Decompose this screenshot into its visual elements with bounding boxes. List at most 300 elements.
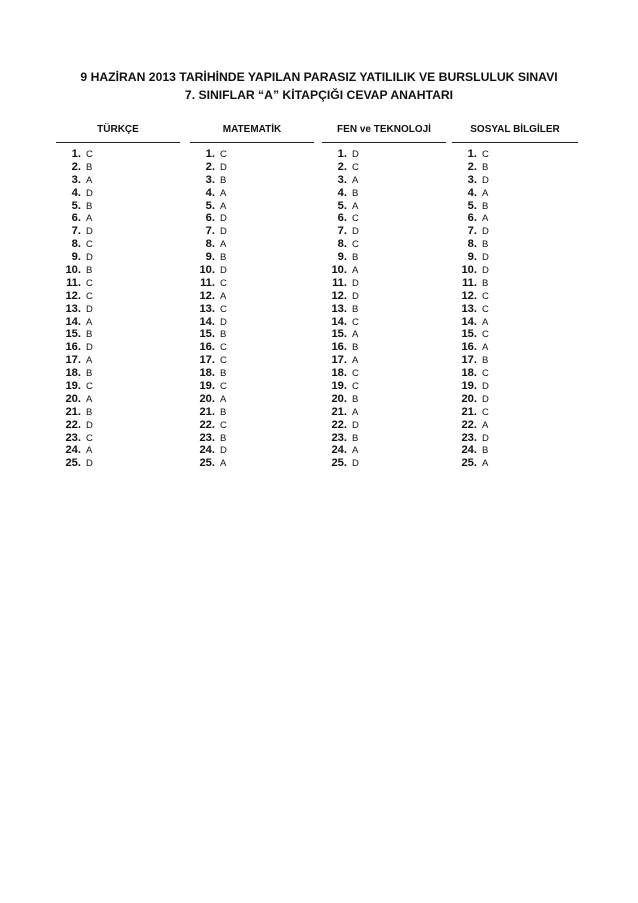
answer-letter: A — [482, 187, 489, 199]
answer-row — [452, 147, 578, 160]
answer-letter: A — [220, 393, 227, 405]
answer-row — [452, 366, 578, 379]
answer-letter: D — [220, 161, 227, 173]
answer-row — [190, 263, 314, 276]
answer-list — [190, 147, 314, 469]
answer-letter: A — [86, 213, 93, 225]
question-number: 5. — [467, 199, 477, 212]
answer-row — [56, 199, 180, 212]
answer-letter: A — [86, 355, 93, 367]
answer-letter: C — [352, 316, 359, 328]
answer-letter: D — [482, 174, 489, 186]
answer-letter: C — [220, 419, 227, 431]
answer-row — [452, 211, 578, 224]
question-number: 3. — [71, 173, 81, 186]
answer-row — [452, 431, 578, 444]
question-number: 21. — [331, 405, 347, 418]
question-number: 16. — [199, 341, 215, 354]
answer-row — [452, 456, 578, 469]
answer-letter: A — [352, 329, 359, 341]
question-number: 4. — [467, 186, 477, 199]
answer-row — [452, 224, 578, 237]
answer-letter: C — [352, 381, 359, 393]
answer-row — [190, 379, 314, 392]
answer-row — [56, 418, 180, 431]
question-number: 22. — [461, 418, 477, 431]
answer-row — [322, 405, 446, 418]
answer-letter: C — [86, 290, 93, 302]
answer-letter: D — [86, 458, 93, 470]
answer-row — [190, 405, 314, 418]
answer-row — [190, 327, 314, 340]
answer-letter: C — [482, 149, 489, 160]
question-number: 9. — [337, 251, 347, 264]
answer-letter: A — [352, 200, 359, 212]
answer-row — [56, 276, 180, 289]
question-number: 13. — [461, 302, 477, 315]
answer-letter: C — [86, 381, 93, 393]
answer-letter: C — [86, 149, 93, 160]
answer-letter: B — [86, 368, 93, 380]
answer-letter: D — [352, 226, 359, 238]
question-number: 3. — [205, 173, 215, 186]
subject-column-matematik — [190, 118, 314, 469]
question-number: 23. — [331, 431, 347, 444]
answer-row — [322, 276, 446, 289]
answer-letter: D — [220, 226, 227, 238]
question-number: 8. — [337, 238, 347, 251]
answer-letter: A — [220, 187, 227, 199]
answer-row — [322, 289, 446, 302]
question-number: 22. — [65, 418, 81, 431]
answer-row — [190, 302, 314, 315]
answer-row — [56, 366, 180, 379]
answer-row — [322, 353, 446, 366]
question-number: 19. — [65, 380, 81, 393]
question-number: 10. — [65, 264, 81, 277]
question-number: 14. — [65, 315, 81, 328]
question-number: 1. — [337, 148, 347, 160]
answer-letter: D — [220, 316, 227, 328]
answer-letter: C — [220, 149, 227, 160]
question-number: 12. — [65, 289, 81, 302]
answer-letter: D — [220, 213, 227, 225]
answer-list — [56, 147, 180, 469]
question-number: 2. — [205, 160, 215, 173]
answer-row — [322, 237, 446, 250]
question-number: 5. — [205, 199, 215, 212]
answer-letter: C — [482, 406, 489, 418]
question-number: 6. — [337, 212, 347, 225]
answer-letter: B — [86, 329, 93, 341]
question-number: 2. — [337, 160, 347, 173]
question-number: 3. — [467, 173, 477, 186]
question-number: 16. — [65, 341, 81, 354]
answer-row — [56, 186, 180, 199]
answer-row — [190, 315, 314, 328]
answer-row — [190, 160, 314, 173]
document-subtitle: 7. SINIFLAR “A” KİTAPÇIĞI CEVAP ANAHTARI — [184, 88, 454, 102]
question-number: 8. — [467, 238, 477, 251]
question-number: 15. — [461, 328, 477, 341]
question-number: 9. — [205, 251, 215, 264]
answer-row — [452, 237, 578, 250]
question-number: 11. — [200, 276, 215, 289]
answer-row — [452, 276, 578, 289]
question-number: 14. — [199, 315, 215, 328]
answer-row — [56, 160, 180, 173]
answer-row — [452, 327, 578, 340]
answer-row — [56, 211, 180, 224]
answer-row — [190, 340, 314, 353]
answer-row — [190, 250, 314, 263]
answer-row — [322, 315, 446, 328]
answer-letter: D — [220, 265, 227, 277]
answer-row — [56, 379, 180, 392]
question-number: 17. — [199, 354, 215, 367]
answer-letter: B — [352, 303, 359, 315]
question-number: 18. — [65, 367, 81, 380]
question-number: 21. — [199, 405, 215, 418]
question-number: 15. — [65, 328, 81, 341]
question-number: 6. — [71, 212, 81, 225]
question-number: 21. — [65, 405, 81, 418]
answer-letter: D — [482, 393, 489, 405]
question-number: 13. — [199, 302, 215, 315]
answer-row — [452, 353, 578, 366]
answer-row — [322, 431, 446, 444]
answer-row — [190, 456, 314, 469]
answer-letter: B — [220, 252, 227, 264]
answer-letter: C — [352, 368, 359, 380]
answer-row — [190, 392, 314, 405]
question-number: 23. — [461, 431, 477, 444]
answer-row — [322, 456, 446, 469]
question-number: 23. — [199, 431, 215, 444]
answer-letter: A — [86, 316, 93, 328]
question-number: 25. — [331, 457, 347, 470]
answer-row — [190, 289, 314, 302]
answer-letter: D — [86, 419, 93, 431]
question-number: 1. — [71, 148, 81, 160]
answer-letter: A — [352, 355, 359, 367]
answer-row — [322, 392, 446, 405]
question-number: 4. — [337, 186, 347, 199]
answer-letter: D — [352, 290, 359, 302]
question-number: 6. — [467, 212, 477, 225]
answer-letter: A — [352, 174, 359, 186]
answer-row — [322, 160, 446, 173]
subject-column-turkce — [56, 118, 180, 469]
question-number: 5. — [71, 199, 81, 212]
answer-letter: A — [220, 239, 227, 251]
question-number: 18. — [461, 367, 477, 380]
question-number: 12. — [461, 289, 477, 302]
question-number: 25. — [199, 457, 215, 470]
question-number: 17. — [65, 354, 81, 367]
question-number: 10. — [331, 264, 347, 277]
question-number: 11. — [332, 276, 347, 289]
answer-letter: C — [482, 368, 489, 380]
subject-header: TÜRKÇE — [56, 118, 180, 143]
answer-row — [322, 418, 446, 431]
answer-letter: D — [86, 226, 93, 238]
question-number: 20. — [65, 392, 81, 405]
answer-row — [452, 173, 578, 186]
answer-letter: D — [86, 303, 93, 315]
answer-letter: A — [352, 265, 359, 277]
answer-row — [452, 160, 578, 173]
question-number: 8. — [205, 238, 215, 251]
answer-letter: A — [86, 393, 93, 405]
answer-row — [190, 224, 314, 237]
answer-letter: D — [482, 265, 489, 277]
answer-row — [452, 405, 578, 418]
answer-row — [452, 418, 578, 431]
question-number: 24. — [461, 444, 477, 457]
answer-row — [56, 456, 180, 469]
answer-row — [56, 250, 180, 263]
answer-letter: B — [482, 161, 489, 173]
answer-letter: D — [86, 252, 93, 264]
answer-letter: B — [482, 355, 489, 367]
answer-letter: B — [86, 161, 93, 173]
answer-letter: C — [482, 303, 489, 315]
answer-row — [322, 327, 446, 340]
answer-row — [56, 173, 180, 186]
answer-row — [56, 224, 180, 237]
question-number: 19. — [331, 380, 347, 393]
question-number: 5. — [337, 199, 347, 212]
question-number: 12. — [331, 289, 347, 302]
answer-row — [190, 237, 314, 250]
answer-row — [322, 263, 446, 276]
question-number: 1. — [467, 148, 477, 160]
question-number: 16. — [461, 341, 477, 354]
answer-letter: B — [220, 368, 227, 380]
question-number: 24. — [199, 444, 215, 457]
question-number: 2. — [467, 160, 477, 173]
answer-row — [56, 443, 180, 456]
answer-row — [322, 302, 446, 315]
question-number: 15. — [331, 328, 347, 341]
answer-row — [322, 366, 446, 379]
answer-letter: B — [220, 432, 227, 444]
answer-letter: A — [482, 458, 489, 470]
answer-letter: B — [482, 277, 489, 289]
question-number: 13. — [65, 302, 81, 315]
question-number: 22. — [331, 418, 347, 431]
answer-letter: A — [86, 174, 93, 186]
answer-letter: A — [482, 316, 489, 328]
answer-letter: B — [352, 393, 359, 405]
answer-letter: C — [352, 213, 359, 225]
question-number: 2. — [71, 160, 81, 173]
answer-letter: D — [482, 226, 489, 238]
answer-letter: B — [86, 265, 93, 277]
answer-row — [56, 302, 180, 315]
answer-letter: C — [86, 432, 93, 444]
question-number: 4. — [205, 186, 215, 199]
answer-letter: B — [482, 200, 489, 212]
answer-letter: C — [86, 277, 93, 289]
question-number: 19. — [199, 380, 215, 393]
answer-letter: D — [482, 381, 489, 393]
question-number: 24. — [65, 444, 81, 457]
answer-letter: A — [482, 213, 489, 225]
answer-row — [322, 250, 446, 263]
question-number: 9. — [467, 251, 477, 264]
answer-letter: B — [352, 252, 359, 264]
answer-row — [190, 147, 314, 160]
question-number: 20. — [461, 392, 477, 405]
question-number: 3. — [337, 173, 347, 186]
answer-letter: D — [352, 458, 359, 470]
answer-row — [452, 199, 578, 212]
answer-letter: B — [482, 239, 489, 251]
question-number: 16. — [331, 341, 347, 354]
question-number: 22. — [199, 418, 215, 431]
question-number: 7. — [71, 225, 81, 238]
answer-letter: D — [352, 149, 359, 160]
answer-row — [190, 443, 314, 456]
subject-header: SOSYAL BİLGİLER — [452, 118, 578, 143]
question-number: 9. — [71, 251, 81, 264]
answer-row — [56, 392, 180, 405]
question-number: 17. — [331, 354, 347, 367]
answer-letter: A — [352, 445, 359, 457]
answer-row — [452, 250, 578, 263]
question-number: 23. — [65, 431, 81, 444]
subject-column-fen-ve-teknoloji — [322, 118, 446, 469]
answer-list — [452, 147, 578, 469]
question-number: 7. — [467, 225, 477, 238]
question-number: 7. — [205, 225, 215, 238]
answer-letter: A — [352, 406, 359, 418]
answer-letter: C — [220, 342, 227, 354]
answer-row — [452, 379, 578, 392]
answer-letter: A — [220, 290, 227, 302]
subject-header: MATEMATİK — [190, 118, 314, 143]
answer-row — [190, 353, 314, 366]
answer-row — [56, 405, 180, 418]
answer-row — [56, 237, 180, 250]
answer-row — [190, 276, 314, 289]
answer-row — [190, 211, 314, 224]
answer-row — [56, 263, 180, 276]
document-title: 9 HAZİRAN 2013 TARİHİNDE YAPILAN PARASIZ YATILILIK VE BURSLULUK SINAVI — [80, 70, 558, 84]
answer-letter: B — [220, 174, 227, 186]
answer-row — [322, 443, 446, 456]
answer-letter: A — [482, 419, 489, 431]
answer-letter: A — [220, 458, 227, 470]
question-number: 10. — [199, 264, 215, 277]
subject-column-sosyal-bilgiler — [452, 118, 578, 469]
question-number: 6. — [205, 212, 215, 225]
question-number: 14. — [461, 315, 477, 328]
answer-row — [452, 186, 578, 199]
answer-row — [190, 431, 314, 444]
answer-letter: D — [482, 252, 489, 264]
question-number: 13. — [331, 302, 347, 315]
answer-row — [56, 327, 180, 340]
answer-letter: B — [352, 432, 359, 444]
answer-letter: C — [220, 381, 227, 393]
answer-row — [56, 431, 180, 444]
question-number: 24. — [331, 444, 347, 457]
answer-letter: A — [220, 200, 227, 212]
question-number: 14. — [331, 315, 347, 328]
answer-row — [322, 340, 446, 353]
answer-row — [190, 418, 314, 431]
answer-row — [452, 302, 578, 315]
question-number: 12. — [199, 289, 215, 302]
subject-header: FEN ve TEKNOLOJİ — [322, 118, 446, 143]
answer-row — [56, 315, 180, 328]
answer-letter: B — [352, 342, 359, 354]
answer-row — [56, 353, 180, 366]
question-number: 7. — [337, 225, 347, 238]
answer-row — [452, 443, 578, 456]
answer-letter: D — [86, 187, 93, 199]
question-number: 20. — [199, 392, 215, 405]
answer-row — [322, 379, 446, 392]
answer-letter: C — [352, 161, 359, 173]
answer-letter: C — [352, 239, 359, 251]
answer-letter: B — [220, 329, 227, 341]
question-number: 21. — [461, 405, 477, 418]
answer-row — [452, 289, 578, 302]
answer-letter: D — [352, 277, 359, 289]
answer-letter: B — [220, 406, 227, 418]
question-number: 19. — [461, 380, 477, 393]
answer-letter: C — [482, 290, 489, 302]
question-number: 20. — [331, 392, 347, 405]
answer-row — [56, 289, 180, 302]
answer-row — [322, 211, 446, 224]
answer-row — [322, 147, 446, 160]
answer-row — [452, 340, 578, 353]
answer-row — [322, 173, 446, 186]
question-number: 8. — [71, 238, 81, 251]
answer-row — [56, 147, 180, 160]
answer-row — [190, 173, 314, 186]
question-number: 4. — [71, 186, 81, 199]
answer-letter: B — [352, 187, 359, 199]
question-number: 1. — [205, 148, 215, 160]
question-number: 17. — [461, 354, 477, 367]
answer-letter: C — [220, 355, 227, 367]
answer-letter: D — [86, 342, 93, 354]
answer-list — [322, 147, 446, 469]
answer-letter: C — [220, 277, 227, 289]
question-number: 11. — [462, 276, 477, 289]
answer-letter: A — [86, 445, 93, 457]
answer-letter: A — [482, 342, 489, 354]
answer-row — [322, 224, 446, 237]
question-number: 15. — [199, 328, 215, 341]
answer-row — [190, 366, 314, 379]
answer-row — [452, 392, 578, 405]
answer-row — [452, 263, 578, 276]
answer-row — [322, 186, 446, 199]
answer-row — [190, 186, 314, 199]
answer-letter: D — [482, 432, 489, 444]
question-number: 18. — [199, 367, 215, 380]
answer-letter: C — [220, 303, 227, 315]
answer-row — [452, 315, 578, 328]
answer-letter: B — [86, 200, 93, 212]
